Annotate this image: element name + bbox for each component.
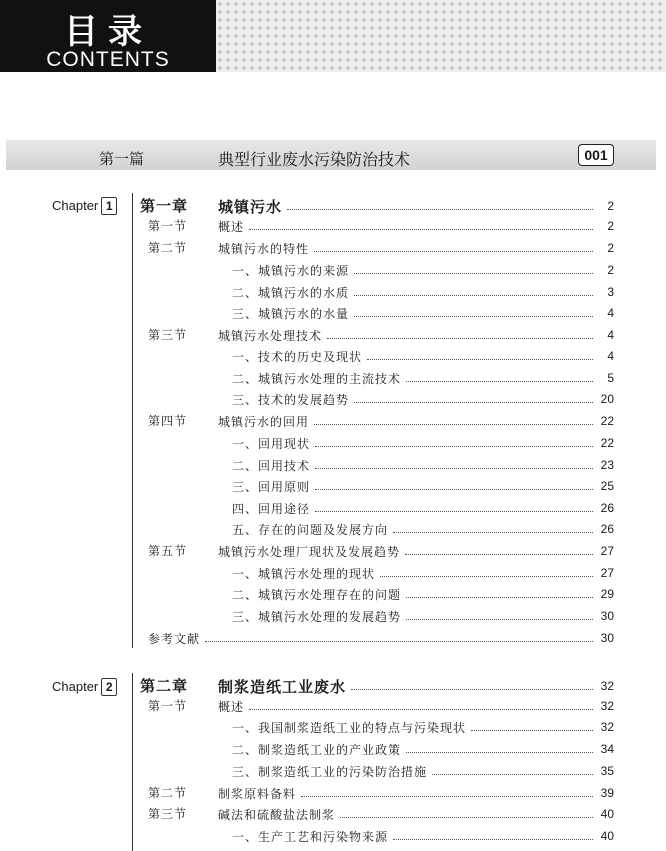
toc-subsection-row[interactable] [0, 738, 666, 760]
page-number: 5 [607, 371, 614, 385]
toc-section-row[interactable] [0, 410, 666, 432]
entry-title: 碱法和硫酸盐法制浆 [218, 807, 336, 822]
chapter-label: 第二章 [140, 677, 189, 695]
entry-title: 城镇污水处理厂现状及发展趋势 [218, 544, 401, 559]
page-number: 4 [607, 328, 614, 342]
page-number: 3 [607, 285, 614, 299]
part-page-number: 001 [578, 144, 614, 166]
page-number: 40 [600, 829, 614, 843]
entry-title: 二、城镇污水的水质 [232, 285, 350, 300]
entry-title: 概述 [218, 699, 245, 714]
page-number: 2 [607, 219, 614, 233]
toc-chapter-row[interactable] [0, 195, 666, 217]
page-number: 25 [600, 479, 614, 493]
contents-header [0, 0, 216, 72]
toc-section-row[interactable] [0, 215, 666, 237]
page-number: 23 [600, 458, 614, 472]
toc-subsection-row[interactable] [0, 454, 666, 476]
page-number: 4 [607, 306, 614, 320]
toc-subsection-row[interactable] [0, 562, 666, 584]
entry-title: 城镇污水的特性 [218, 241, 310, 256]
entry-title: 一、我国制浆造纸工业的特点与污染现状 [232, 720, 467, 735]
entry-title: 三、制浆造纸工业的污染防治措施 [232, 764, 428, 779]
entry-title: 五、存在的问题及发展方向 [232, 522, 389, 537]
toc-subsection-row[interactable] [0, 518, 666, 540]
entry-title: 二、城镇污水处理存在的问题 [232, 587, 402, 602]
toc-section-row[interactable] [0, 540, 666, 562]
page-number: 20 [600, 392, 614, 406]
page-number: 40 [600, 807, 614, 821]
toc-subsection-row[interactable] [0, 345, 666, 367]
chapter-number: 2 [101, 678, 117, 696]
toc-subsection-row[interactable] [0, 259, 666, 281]
toc-subsection-row[interactable] [0, 475, 666, 497]
entry-title: 一、回用现状 [232, 436, 311, 451]
toc-subsection-row[interactable] [0, 497, 666, 519]
toc-subsection-row[interactable] [0, 583, 666, 605]
page-number: 22 [600, 436, 614, 450]
page-number: 2 [607, 263, 614, 277]
header-decoration [216, 0, 666, 72]
entry-title: 三、城镇污水的水量 [232, 306, 350, 321]
entry-title: 城镇污水的回用 [218, 414, 310, 429]
entry-title: 四、回用途径 [232, 501, 311, 516]
toc-subsection-row[interactable] [0, 281, 666, 303]
toc-section-row[interactable] [0, 237, 666, 259]
toc-subsection-row[interactable] [0, 825, 666, 847]
section-label: 第二节 [148, 241, 188, 255]
page-number: 34 [600, 742, 614, 756]
chapter-number: 1 [101, 197, 117, 215]
toc-chapter-row[interactable] [0, 675, 666, 697]
toc-subsection-row[interactable] [0, 367, 666, 389]
toc-subsection-row[interactable] [0, 605, 666, 627]
section-label: 第三节 [148, 328, 188, 342]
part-title: 典型行业废水污染防治技术 [218, 150, 411, 169]
entry-title: 概述 [218, 219, 245, 234]
entry-title: 二、城镇污水处理的主流技术 [232, 371, 402, 386]
page-number: 22 [600, 414, 614, 428]
chapter-badge-word: Chapter [52, 679, 99, 694]
page-number: 4 [607, 349, 614, 363]
chapter-title: 制浆造纸工业废水 [218, 677, 347, 696]
entry-title: 城镇污水处理技术 [218, 328, 323, 343]
page-number: 29 [600, 587, 614, 601]
entry-title: 制浆原料备料 [218, 786, 297, 801]
page-number: 32 [600, 679, 614, 693]
entry-title: 一、城镇污水的来源 [232, 263, 350, 278]
toc-section-row[interactable] [0, 695, 666, 717]
page-number: 27 [600, 544, 614, 558]
section-label: 第二节 [148, 786, 188, 800]
toc-references-row[interactable] [0, 627, 666, 649]
toc-subsection-row[interactable] [0, 716, 666, 738]
section-label: 第五节 [148, 544, 188, 558]
entry-title: 二、回用技术 [232, 458, 311, 473]
page-number: 32 [600, 720, 614, 734]
chapter-label: 第一章 [140, 197, 189, 215]
page-number: 35 [600, 764, 614, 778]
toc-section-row[interactable] [0, 803, 666, 825]
section-label: 第一节 [148, 219, 188, 233]
page-number: 32 [600, 699, 614, 713]
toc-section-row[interactable] [0, 782, 666, 804]
entry-title: 一、技术的历史及现状 [232, 349, 363, 364]
page-number: 30 [600, 631, 614, 645]
section-label: 第四节 [148, 414, 188, 428]
toc-subsection-row[interactable] [0, 388, 666, 410]
contents-title: 目录 [64, 12, 152, 52]
toc-subsection-row[interactable] [0, 760, 666, 782]
section-label: 第一节 [148, 699, 188, 713]
page-number: 26 [600, 501, 614, 515]
entry-title: 一、生产工艺和污染物来源 [232, 829, 389, 844]
references-label: 参考文献 [148, 631, 201, 646]
entry-title: 二、制浆造纸工业的产业政策 [232, 742, 402, 757]
page-number: 30 [600, 609, 614, 623]
contents-subtitle: CONTENTS [46, 48, 170, 71]
entry-title: 三、回用原则 [232, 479, 311, 494]
chapter-badge-word: Chapter [52, 198, 99, 213]
page-number: 2 [607, 199, 614, 213]
entry-title: 三、技术的发展趋势 [232, 392, 350, 407]
page-number: 2 [607, 241, 614, 255]
entry-title: 一、城镇污水处理的现状 [232, 566, 376, 581]
page-number: 27 [600, 566, 614, 580]
page-number: 26 [600, 522, 614, 536]
toc-section-row[interactable] [0, 324, 666, 346]
section-label: 第三节 [148, 807, 188, 821]
page-number: 39 [600, 786, 614, 800]
chapter-title: 城镇污水 [218, 197, 283, 216]
part-label: 第一篇 [99, 150, 145, 168]
toc-subsection-row[interactable] [0, 302, 666, 324]
toc-subsection-row[interactable] [0, 432, 666, 454]
entry-title: 三、城镇污水处理的发展趋势 [232, 609, 402, 624]
